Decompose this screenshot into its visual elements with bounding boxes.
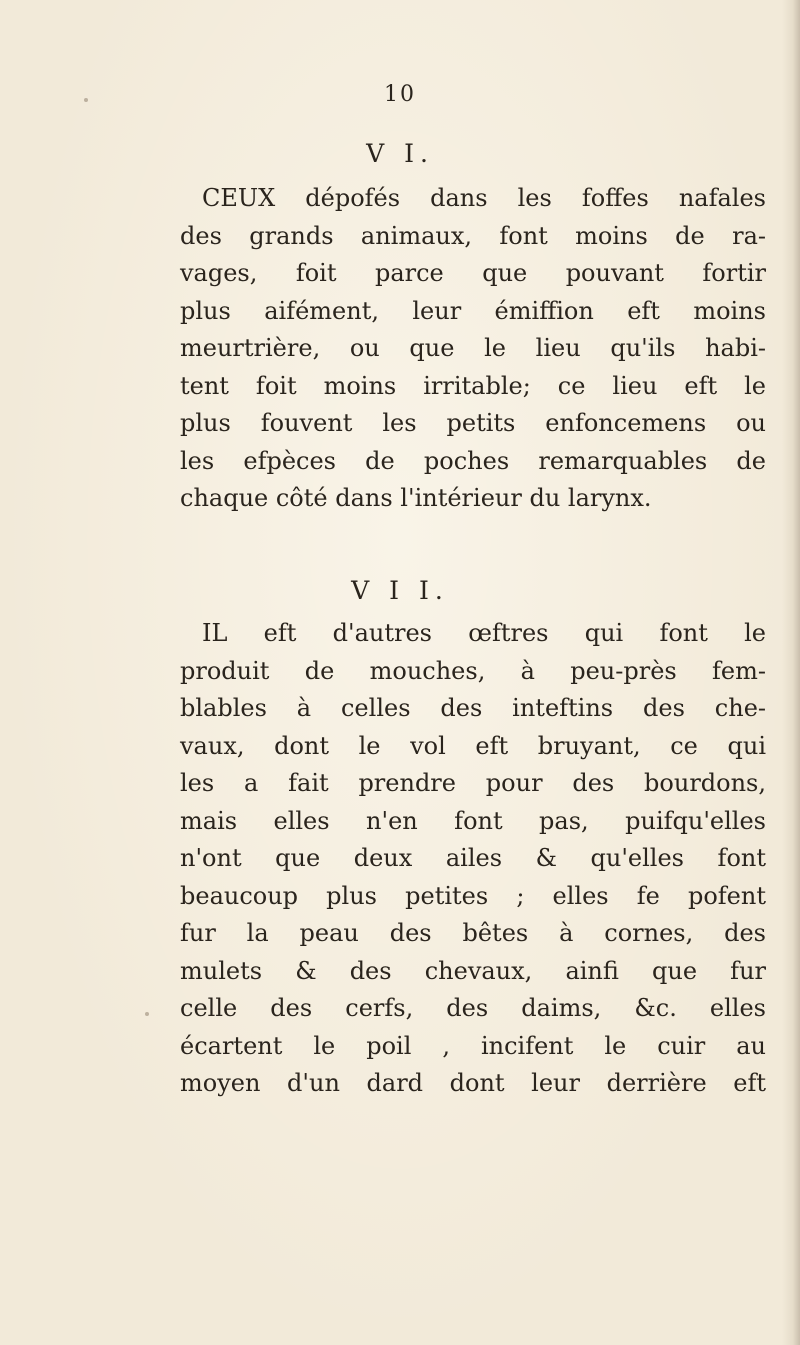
- text-line: les efpèces de poches remarquables de: [180, 446, 766, 475]
- section-heading-vi: V I.: [366, 139, 434, 168]
- text-line: plus fouvent les petits enfoncemens ou: [180, 409, 766, 437]
- text-line: n'ont que deux ailes & qu'elles font: [180, 844, 766, 872]
- page-edge-shadow: [782, 0, 800, 1345]
- text-line: chaque côté dans l'intérieur du larynx.: [180, 484, 652, 512]
- text-line: beaucoup plus petites ; elles fe pofent: [180, 881, 766, 910]
- text-line: des grands animaux, font moins de ra-: [180, 221, 766, 250]
- paper-speck: [145, 1012, 149, 1016]
- text-line: tent foit moins irritable; ce lieu eft le: [180, 371, 766, 400]
- text-line: fur la peau des bêtes à cornes, des: [180, 919, 766, 947]
- text-line: celle des cerfs, des daims, &c. elles: [180, 994, 766, 1022]
- page-number: 10: [384, 82, 416, 107]
- paragraph-section-vi: [180, 180, 766, 518]
- text-line: vaux, dont le vol eft bruyant, ce qui: [180, 731, 766, 760]
- text-line: CEUX dépofés dans les foffes nafales: [202, 184, 766, 212]
- text-line: produit de mouches, à peu-près fem-: [180, 656, 766, 685]
- text-line: plus aifément, leur émiffion eft moins: [180, 296, 766, 325]
- text-line: blables à celles des inteftins des che-: [180, 694, 766, 722]
- text-line: mulets & des chevaux, ainfi que fur: [180, 956, 766, 985]
- text-line: moyen d'un dard dont leur derrière eft: [180, 1069, 766, 1097]
- text-line: meurtrière, ou que le lieu qu'ils habi-: [180, 334, 766, 362]
- text-line: vages, foit parce que pouvant fortir: [180, 259, 766, 287]
- paragraph-section-vii: [180, 615, 766, 1103]
- text-line: mais elles n'en font pas, puifqu'elles: [180, 806, 766, 835]
- text-line: IL eft d'autres œftres qui font le: [202, 619, 766, 647]
- text-line: les a fait prendre pour des bourdons,: [180, 769, 766, 797]
- section-heading-vii: V I I.: [351, 576, 449, 605]
- text-line: écartent le poil , incifent le cuir au: [180, 1031, 766, 1060]
